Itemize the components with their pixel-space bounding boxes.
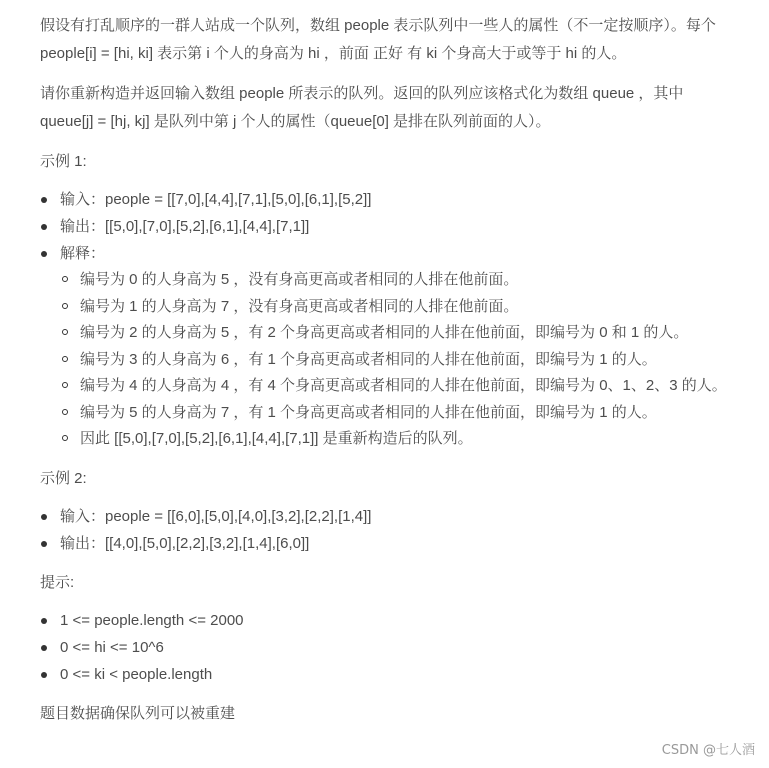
- example-1-input: 输入：people = [[7,0],[4,4],[7,1],[5,0],[6,1],[5,2]]: [40, 186, 769, 213]
- example-2-input: 输入：people = [[6,0],[5,0],[4,0],[3,2],[2,2],[1,4]]: [40, 503, 769, 530]
- example-1-list: [40, 186, 769, 453]
- guarantee-note: 题目数据确保队列可以被重建: [40, 704, 236, 722]
- explanation-list: [60, 267, 769, 453]
- hint-item: 0 <= hi <= 10^6: [40, 634, 769, 661]
- task-paragraph: [40, 80, 769, 136]
- example-2-title: 示例 2:: [40, 469, 87, 487]
- explanation-item: 编号为 3 的人身高为 6 ，有 1 个身高更高或者相同的人排在他前面，即编号为 1 的人。: [60, 347, 769, 374]
- explanation-item: 因此 [[5,0],[7,0],[5,2],[6,1],[4,4],[7,1]] 是重新构造后的队列。: [60, 426, 769, 453]
- csdn-watermark: CSDN @七人酒: [661, 743, 755, 758]
- explanation-item: 编号为 5 的人身高为 7 ，有 1 个身高更高或者相同的人排在他前面，即编号为 1 的人。: [60, 400, 769, 427]
- hint-item: 0 <= ki < people.length: [40, 661, 769, 688]
- explanation-item: 编号为 4 的人身高为 4 ，有 4 个身高更高或者相同的人排在他前面，即编号为 0、1、2、3 的人。: [60, 373, 769, 400]
- hints-title: 提示:: [40, 573, 75, 591]
- example-1-output: 输出：[[5,0],[7,0],[5,2],[6,1],[4,4],[7,1]]: [40, 213, 769, 240]
- explanation-item: 编号为 2 的人身高为 5 ，有 2 个身高更高或者相同的人排在他前面，即编号为 0 和 1 的人。: [60, 320, 769, 347]
- explanation-item: 编号为 1 的人身高为 7 ，没有身高更高或者相同的人排在他前面。: [60, 294, 769, 321]
- intro-line-1: 假设有打乱顺序的一群人站成一个队列，数组 people 表示队列中一些人的属性（不一定按顺序）。每个: [40, 17, 716, 34]
- hint-item: 1 <= people.length <= 2000: [40, 607, 769, 634]
- explanation-label: 解释：: [60, 245, 106, 262]
- task-line-1: 请你重新构造并返回输入数组 people 所表示的队列。返回的队列应该格式化为数组 queue ，其中: [40, 85, 684, 102]
- intro-paragraph: [40, 12, 769, 68]
- task-line-2: queue[j] = [hj, kj] 是队列中第 j 个人的属性（queue[0] 是排在队列前面的人）。: [40, 113, 551, 130]
- hints-list: [40, 607, 769, 688]
- intro-line-2: people[i] = [hi, ki] 表示第 i 个人的身高为 hi ，前面 正好 有 ki 个身高大于或等于 hi 的人。: [40, 45, 627, 62]
- problem-description: [40, 12, 769, 728]
- example-1-explanation: [40, 240, 769, 453]
- example-2-output: 输出：[[4,0],[5,0],[2,2],[3,2],[1,4],[6,0]]: [40, 530, 769, 557]
- example-2-list: [40, 503, 769, 557]
- explanation-item: 编号为 0 的人身高为 5 ，没有身高更高或者相同的人排在他前面。: [60, 267, 769, 294]
- example-1-title: 示例 1:: [40, 153, 87, 170]
